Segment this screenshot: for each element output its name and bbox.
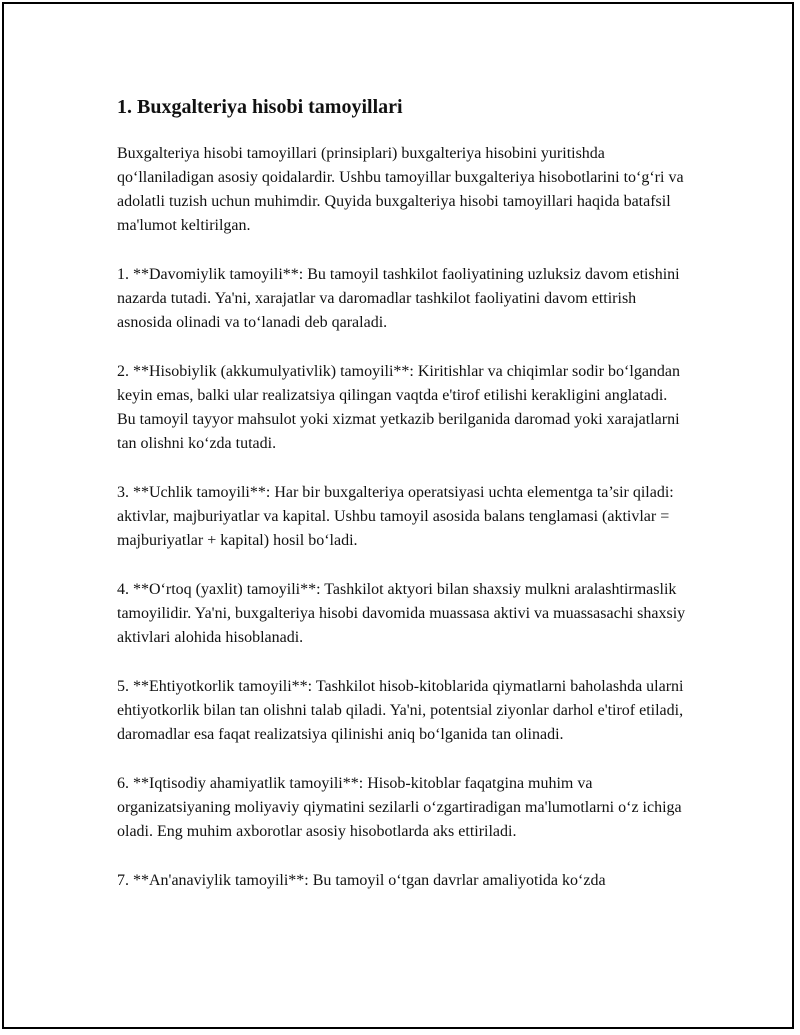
principle-item-6: 6. **Iqtisodiy ahamiyatlik tamoyili**: Hisob-kitoblar faqatgina muhim va organizatsiyaning moliyaviy qiymatini sezilarli o‘zgartiradigan ma'lumotlarni o‘z ichiga oladi. Eng muhim axborotlar asosiy hisobotlarda aks ettiriladi. [117,775,682,840]
principle-item-4: 4. **O‘rtoq (yaxlit) tamoyili**: Tashkilot aktyori bilan shaxsiy mulkni aralashtirmaslik tamoyilidir. Ya'ni, buxgalteriya hisobi davomida muassasa aktivi va muassasachi shaxsiy aktivlari alohida hisoblanadi. [117,581,686,646]
principle-item-5: 5. **Ehtiyotkorlik tamoyili**: Tashkilot hisob-kitoblarida qiymatlarni baholashda ularni ehtiyotkorlik bilan tan olishni talab qiladi. Ya'ni, potentsial ziyonlar darhol e'tirof etiladi, daromadlar esa faqat realizatsiya qilinishi aniq bo‘lganida tan olinadi. [117,678,684,743]
principle-item-2: 2. **Hisobiylik (akkumulyativlik) tamoyili**: Kiritishlar va chiqimlar sodir bo‘lgandan keyin emas, balki ular realizatsiya qilingan vaqtda e'tirof etilishi kerakligini anglatadi. Bu tamoyil tayyor mahsulot yoki xizmat yetkazib berilganida daromad yoki xarajatlarni tan olishni ko‘zda tutadi. [117,363,681,452]
document-body [117,94,687,918]
principle-item-3: 3. **Uchlik tamoyili**: Har bir buxgalteriya operatsiyasi uchta elementga ta’sir qiladi: aktivlar, majburiyatlar va kapital. Ushbu tamoyil asosida balans tenglamasi (aktivlar = majburiyatlar + kapital) hosil bo‘ladi. [117,484,674,549]
document-heading: 1. Buxgalteriya hisobi tamoyillari [117,96,403,118]
principle-item-1: 1. **Davomiylik tamoyili**: Bu tamoyil tashkilot faoliyatining uzluksiz davom etishini nazarda tutadi. Ya'ni, xarajatlar va daromadlar tashkilot faoliyatini davom ettirish asnosida olinadi va to‘lanadi deb qaraladi. [117,266,680,331]
intro-paragraph: Buxgalteriya hisobi tamoyillari (prinsiplari) buxgalteriya hisobini yuritishda qo‘llaniladigan asosiy qoidalardir. Ushbu tamoyillar buxgalteriya hisobotlarini to‘g‘ri va adolatli tuzish uchun muhimdir. Quyida buxgalteriya hisobi tamoyillari haqida batafsil ma'lumot keltirilgan. [117,145,684,234]
principle-item-7: 7. **An'anaviylik tamoyili**: Bu tamoyil o‘tgan davrlar amaliyotida ko‘zda [117,872,606,889]
